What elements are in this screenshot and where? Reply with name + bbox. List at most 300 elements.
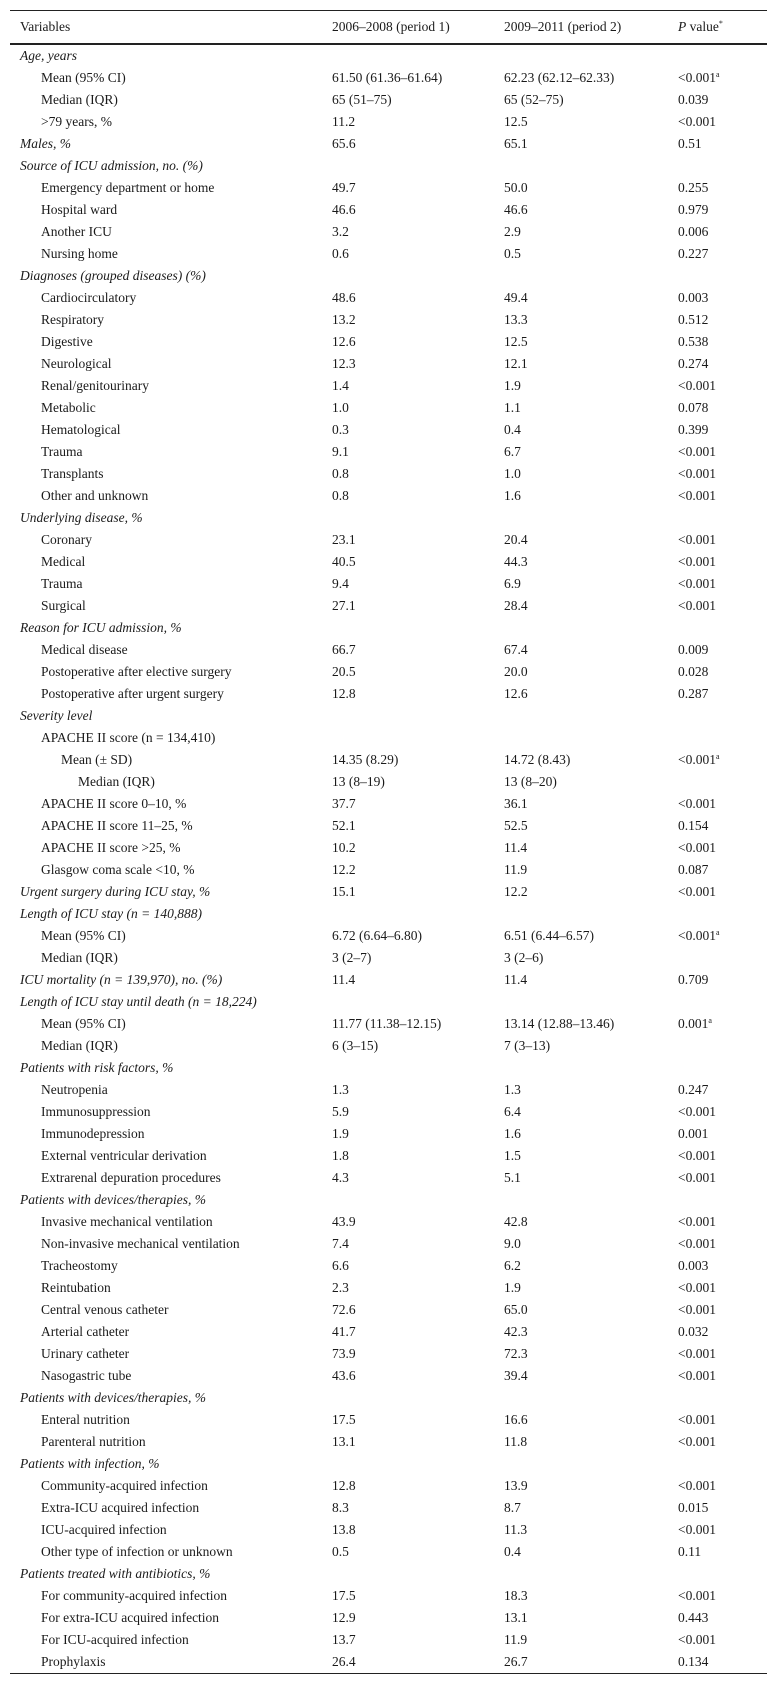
cell-p-value [668, 727, 767, 749]
row-label-text: Extra-ICU acquired infection [41, 1500, 200, 1515]
cell-period2 [494, 1607, 668, 1629]
cell-period1-text: 17.5 [332, 1412, 356, 1427]
row-label-text: Enteral nutrition [41, 1412, 130, 1427]
cell-period2-text: 20.4 [504, 532, 528, 547]
table-section-row [10, 1453, 767, 1475]
row-label [10, 309, 322, 331]
cell-period1-text: 12.2 [332, 862, 356, 877]
cell-p-value [668, 595, 767, 617]
cell-period1 [322, 1475, 494, 1497]
cell-p-value [668, 1453, 767, 1475]
row-label-text: Hematological [41, 422, 121, 437]
row-label-text: Median (IQR) [41, 1038, 118, 1053]
cell-period1-text: 0.3 [332, 422, 349, 437]
cell-period1 [322, 1387, 494, 1409]
cell-period2-text: 11.3 [504, 1522, 528, 1537]
table-row [10, 1123, 767, 1145]
cell-period1-text: 6.72 (6.64–6.80) [332, 928, 422, 943]
cell-p-value [668, 529, 767, 551]
cell-period2 [494, 1387, 668, 1409]
table-row [10, 727, 767, 749]
cell-period1 [322, 1255, 494, 1277]
cell-period2 [494, 1189, 668, 1211]
row-label [10, 331, 322, 353]
cell-period1 [322, 1101, 494, 1123]
row-label [10, 551, 322, 573]
row-label [10, 1189, 322, 1211]
cell-period2-text: 44.3 [504, 554, 528, 569]
row-label [10, 815, 322, 837]
row-label [10, 1145, 322, 1167]
table-row [10, 661, 767, 683]
cell-period1-text: 20.5 [332, 664, 356, 679]
cell-period1 [322, 1497, 494, 1519]
row-label-text: ICU-acquired infection [41, 1522, 167, 1537]
row-label [10, 1541, 322, 1563]
row-label-text: Other and unknown [41, 488, 149, 503]
cell-period1-text: 4.3 [332, 1170, 349, 1185]
cell-p-value [668, 1497, 767, 1519]
row-label-text: Renal/genitourinary [41, 378, 149, 393]
cell-period1-text: 17.5 [332, 1588, 356, 1603]
cell-period2 [494, 1563, 668, 1585]
table-row [10, 287, 767, 309]
table-section-row [10, 265, 767, 287]
cell-period1 [322, 1123, 494, 1145]
table-row [10, 925, 767, 947]
cell-p-value [668, 1123, 767, 1145]
cell-period2 [494, 1431, 668, 1453]
cell-period1 [322, 815, 494, 837]
cell-p-value-text: <0.001 [678, 466, 716, 481]
cell-period2 [494, 749, 668, 771]
cell-period2-text: 65 (52–75) [504, 92, 564, 107]
cell-p-value-text: <0.001 [678, 884, 716, 899]
table-row [10, 199, 767, 221]
table-row [10, 419, 767, 441]
cell-period1 [322, 529, 494, 551]
cell-p-value-text: 0.154 [678, 818, 709, 833]
row-label-text: Other type of infection or unknown [41, 1544, 233, 1559]
cell-p-value [668, 1343, 767, 1365]
row-label-text: Diagnoses (grouped diseases) (%) [20, 268, 206, 283]
row-label-text: Median (IQR) [41, 950, 118, 965]
cell-period1-text: 43.6 [332, 1368, 356, 1383]
cell-p-value [668, 419, 767, 441]
cell-p-value-text: <0.001 [678, 1632, 716, 1647]
cell-period2 [494, 1321, 668, 1343]
row-label-text: Central venous catheter [41, 1302, 169, 1317]
cell-period1 [322, 1079, 494, 1101]
cell-period1 [322, 331, 494, 353]
cell-period2-text: 12.5 [504, 334, 528, 349]
row-label-text: APACHE II score 11–25, % [41, 818, 193, 833]
cell-period1 [322, 441, 494, 463]
cell-period2-text: 12.5 [504, 114, 528, 129]
cell-period1 [322, 287, 494, 309]
cell-period2 [494, 639, 668, 661]
table-row [10, 1497, 767, 1519]
cell-p-value [668, 1299, 767, 1321]
cell-p-value [668, 1365, 767, 1387]
cell-period2 [494, 111, 668, 133]
row-label [10, 925, 322, 947]
row-label [10, 1277, 322, 1299]
table-row [10, 749, 767, 771]
cell-period2 [494, 1365, 668, 1387]
table-row [10, 1629, 767, 1651]
cell-period2-text: 5.1 [504, 1170, 521, 1185]
row-label [10, 859, 322, 881]
table-section-row [10, 969, 767, 991]
row-label-text: Trauma [41, 576, 83, 591]
cell-p-value-text: 0.001 [678, 1016, 709, 1031]
cell-p-value [668, 947, 767, 969]
cell-p-value-text: <0.001 [678, 796, 716, 811]
cell-period1 [322, 397, 494, 419]
cell-period1 [322, 44, 494, 67]
row-label-text: Patients with devices/therapies, % [20, 1192, 206, 1207]
cell-p-value [668, 969, 767, 991]
cell-p-value [668, 1651, 767, 1674]
cell-p-value-text: 0.274 [678, 356, 709, 371]
cell-period1 [322, 573, 494, 595]
cell-p-value [668, 309, 767, 331]
cell-p-value [668, 111, 767, 133]
cell-p-value [668, 1167, 767, 1189]
cell-p-value [668, 1079, 767, 1101]
cell-period2 [494, 1453, 668, 1475]
row-label-text: Reason for ICU admission, % [20, 620, 182, 635]
cell-period2 [494, 595, 668, 617]
cell-period1 [322, 1563, 494, 1585]
row-label [10, 793, 322, 815]
row-label [10, 1057, 322, 1079]
table-row [10, 1013, 767, 1035]
cell-period1 [322, 89, 494, 111]
table-row [10, 309, 767, 331]
cell-period1-text: 0.8 [332, 466, 349, 481]
cell-period1-text: 52.1 [332, 818, 356, 833]
row-label-text: Source of ICU admission, no. (%) [20, 158, 203, 173]
cell-p-value-text: 0.015 [678, 1500, 709, 1515]
cell-period1 [322, 1321, 494, 1343]
cell-period2 [494, 925, 668, 947]
cell-p-value-text: <0.001 [678, 752, 716, 767]
row-label [10, 1563, 322, 1585]
cell-period1 [322, 485, 494, 507]
cell-p-value-text: <0.001 [678, 444, 716, 459]
row-label-text: Transplants [41, 466, 104, 481]
cell-period2-text: 8.7 [504, 1500, 521, 1515]
cell-p-value [668, 705, 767, 727]
cell-period2-text: 1.0 [504, 466, 521, 481]
cell-p-value-text: <0.001 [678, 70, 716, 85]
cell-p-value [668, 221, 767, 243]
cell-p-value [668, 837, 767, 859]
cell-period2-text: 6.9 [504, 576, 521, 591]
cell-period1 [322, 727, 494, 749]
cell-p-value [668, 1035, 767, 1057]
cell-period2 [494, 1079, 668, 1101]
cell-period2 [494, 1541, 668, 1563]
row-label-text: ICU mortality (n = 139,970), no. (%) [20, 972, 223, 987]
cell-period2 [494, 1035, 668, 1057]
cell-period2 [494, 1299, 668, 1321]
cell-period1 [322, 881, 494, 903]
row-label [10, 947, 322, 969]
table-row [10, 1277, 767, 1299]
cell-period1 [322, 661, 494, 683]
table-row [10, 1519, 767, 1541]
cell-p-value-text: 0.134 [678, 1654, 709, 1669]
cell-period2 [494, 947, 668, 969]
table-section-row [10, 903, 767, 925]
cell-period1-text: 37.7 [332, 796, 356, 811]
row-label [10, 199, 322, 221]
row-label [10, 1233, 322, 1255]
row-label-text: Patients treated with antibiotics, % [20, 1566, 211, 1581]
cell-p-value-text: 0.028 [678, 664, 709, 679]
table-row [10, 529, 767, 551]
cell-period2 [494, 397, 668, 419]
cell-period1-text: 10.2 [332, 840, 356, 855]
cell-p-value [668, 903, 767, 925]
cell-period2 [494, 793, 668, 815]
row-label [10, 67, 322, 89]
cell-period2-text: 9.0 [504, 1236, 521, 1251]
cell-period2-text: 1.3 [504, 1082, 521, 1097]
table-row [10, 1343, 767, 1365]
cell-period1 [322, 1585, 494, 1607]
row-label-text: Arterial catheter [41, 1324, 130, 1339]
cell-p-value-text: <0.001 [678, 378, 716, 393]
cell-period1-text: 15.1 [332, 884, 356, 899]
cell-period2 [494, 309, 668, 331]
row-label [10, 1497, 322, 1519]
table-row [10, 1541, 767, 1563]
cell-p-value-text: <0.001 [678, 598, 716, 613]
cell-period2-text: 42.8 [504, 1214, 528, 1229]
row-label-text: Nasogastric tube [41, 1368, 132, 1383]
table-row [10, 1101, 767, 1123]
row-label [10, 155, 322, 177]
row-label-text: Mean (± SD) [61, 752, 133, 767]
cell-p-value-text: 0.512 [678, 312, 709, 327]
table-row [10, 485, 767, 507]
row-label [10, 1475, 322, 1497]
cell-period1-text: 2.3 [332, 1280, 349, 1295]
cell-p-value [668, 991, 767, 1013]
cell-period2 [494, 1057, 668, 1079]
table-body [10, 44, 767, 1674]
cell-p-value-text: 0.255 [678, 180, 709, 195]
row-label [10, 1101, 322, 1123]
cell-period2-text: 0.4 [504, 422, 521, 437]
cell-period2 [494, 771, 668, 793]
cell-period2 [494, 265, 668, 287]
row-label-text: Glasgow coma scale <10, % [41, 862, 195, 877]
table-row [10, 463, 767, 485]
cell-period1 [322, 1145, 494, 1167]
cell-period2 [494, 859, 668, 881]
cell-p-value-text: <0.001 [678, 554, 716, 569]
cell-period1 [322, 595, 494, 617]
cell-period1 [322, 67, 494, 89]
cell-period2 [494, 551, 668, 573]
cell-p-value-text: <0.001 [678, 1214, 716, 1229]
cell-period1 [322, 903, 494, 925]
cell-period1 [322, 265, 494, 287]
row-label-text: Community-acquired infection [41, 1478, 208, 1493]
row-label-text: Mean (95% CI) [41, 1016, 126, 1031]
row-label [10, 397, 322, 419]
footnote-mark: a [708, 1016, 712, 1025]
cell-period2 [494, 991, 668, 1013]
row-label [10, 1585, 322, 1607]
cell-period2 [494, 969, 668, 991]
cell-period1 [322, 925, 494, 947]
cell-period2 [494, 1013, 668, 1035]
cell-p-value [668, 617, 767, 639]
cell-period2-text: 67.4 [504, 642, 528, 657]
header-p-footnote-mark: * [718, 19, 723, 28]
row-label [10, 1651, 322, 1674]
row-label-text: Postoperative after elective surgery [41, 664, 232, 679]
cell-period2-text: 11.4 [504, 972, 528, 987]
cell-p-value [668, 397, 767, 419]
cell-period2 [494, 507, 668, 529]
table-row [10, 1365, 767, 1387]
row-label [10, 463, 322, 485]
cell-period1 [322, 793, 494, 815]
table-row [10, 1167, 767, 1189]
cell-period2 [494, 287, 668, 309]
cell-period1-text: 73.9 [332, 1346, 356, 1361]
row-label [10, 683, 322, 705]
row-label-text: Digestive [41, 334, 93, 349]
table-section-row [10, 617, 767, 639]
row-label [10, 903, 322, 925]
cell-period2 [494, 1409, 668, 1431]
row-label-text: Median (IQR) [78, 774, 155, 789]
cell-p-value [668, 67, 767, 89]
cell-p-value [668, 441, 767, 463]
cell-period1 [322, 1167, 494, 1189]
row-label [10, 353, 322, 375]
row-label [10, 1365, 322, 1387]
table-row [10, 551, 767, 573]
row-label-text: Cardiocirculatory [41, 290, 137, 305]
cell-period1-text: 13.7 [332, 1632, 356, 1647]
cell-period2 [494, 375, 668, 397]
cell-p-value-text: <0.001 [678, 1478, 716, 1493]
cell-p-value-text: <0.001 [678, 532, 716, 547]
table-section-row [10, 1563, 767, 1585]
cell-period2-text: 2.9 [504, 224, 521, 239]
cell-period2-text: 13.14 (12.88–13.46) [504, 1016, 615, 1031]
row-label [10, 595, 322, 617]
cell-period1 [322, 1233, 494, 1255]
cell-period1 [322, 243, 494, 265]
cell-period1 [322, 1365, 494, 1387]
cell-period1-text: 72.6 [332, 1302, 356, 1317]
cell-period1-text: 13 (8–19) [332, 774, 385, 789]
row-label-text: Non-invasive mechanical ventilation [41, 1236, 240, 1251]
table-row [10, 1299, 767, 1321]
cell-period1 [322, 177, 494, 199]
row-label [10, 44, 322, 67]
cell-p-value [668, 1585, 767, 1607]
data-table [10, 10, 767, 1674]
cell-p-value [668, 1057, 767, 1079]
cell-period2-text: 1.9 [504, 1280, 521, 1295]
cell-p-value-text: 0.979 [678, 202, 709, 217]
table-row [10, 353, 767, 375]
cell-period2-text: 12.1 [504, 356, 528, 371]
table-row [10, 221, 767, 243]
cell-period1-text: 48.6 [332, 290, 356, 305]
cell-period2-text: 0.5 [504, 246, 521, 261]
cell-period2-text: 26.7 [504, 1654, 528, 1669]
cell-period2-text: 46.6 [504, 202, 528, 217]
cell-period2 [494, 199, 668, 221]
cell-period1 [322, 551, 494, 573]
row-label-text: Medical disease [41, 642, 128, 657]
cell-p-value-text: 0.003 [678, 290, 709, 305]
cell-period1 [322, 1299, 494, 1321]
table-row [10, 1233, 767, 1255]
cell-p-value-text: 0.51 [678, 136, 702, 151]
row-label [10, 287, 322, 309]
cell-p-value [668, 639, 767, 661]
cell-period2 [494, 133, 668, 155]
cell-period1-text: 61.50 (61.36–61.64) [332, 70, 443, 85]
table-row [10, 1651, 767, 1674]
table-row [10, 859, 767, 881]
cell-period1 [322, 1343, 494, 1365]
cell-period1-text: 1.0 [332, 400, 349, 415]
table-row [10, 331, 767, 353]
cell-period1-text: 7.4 [332, 1236, 349, 1251]
row-label [10, 265, 322, 287]
cell-period1 [322, 1431, 494, 1453]
cell-period2 [494, 573, 668, 595]
cell-p-value-text: <0.001 [678, 1412, 716, 1427]
cell-period2 [494, 1167, 668, 1189]
cell-period1 [322, 1607, 494, 1629]
cell-period1-text: 13.2 [332, 312, 356, 327]
cell-p-value [668, 44, 767, 67]
cell-period2 [494, 1343, 668, 1365]
row-label [10, 221, 322, 243]
row-label-text: External ventricular derivation [41, 1148, 207, 1163]
cell-period2-text: 18.3 [504, 1588, 528, 1603]
cell-period1 [322, 771, 494, 793]
cell-period2 [494, 683, 668, 705]
cell-period1 [322, 969, 494, 991]
cell-period1-text: 27.1 [332, 598, 356, 613]
cell-period2 [494, 1629, 668, 1651]
cell-period1-text: 0.6 [332, 246, 349, 261]
table-section-row [10, 881, 767, 903]
row-label [10, 661, 322, 683]
table-section-row [10, 155, 767, 177]
row-label-text: Mean (95% CI) [41, 928, 126, 943]
cell-period1-text: 1.8 [332, 1148, 349, 1163]
cell-period1-text: 13.1 [332, 1434, 356, 1449]
row-label [10, 1607, 322, 1629]
